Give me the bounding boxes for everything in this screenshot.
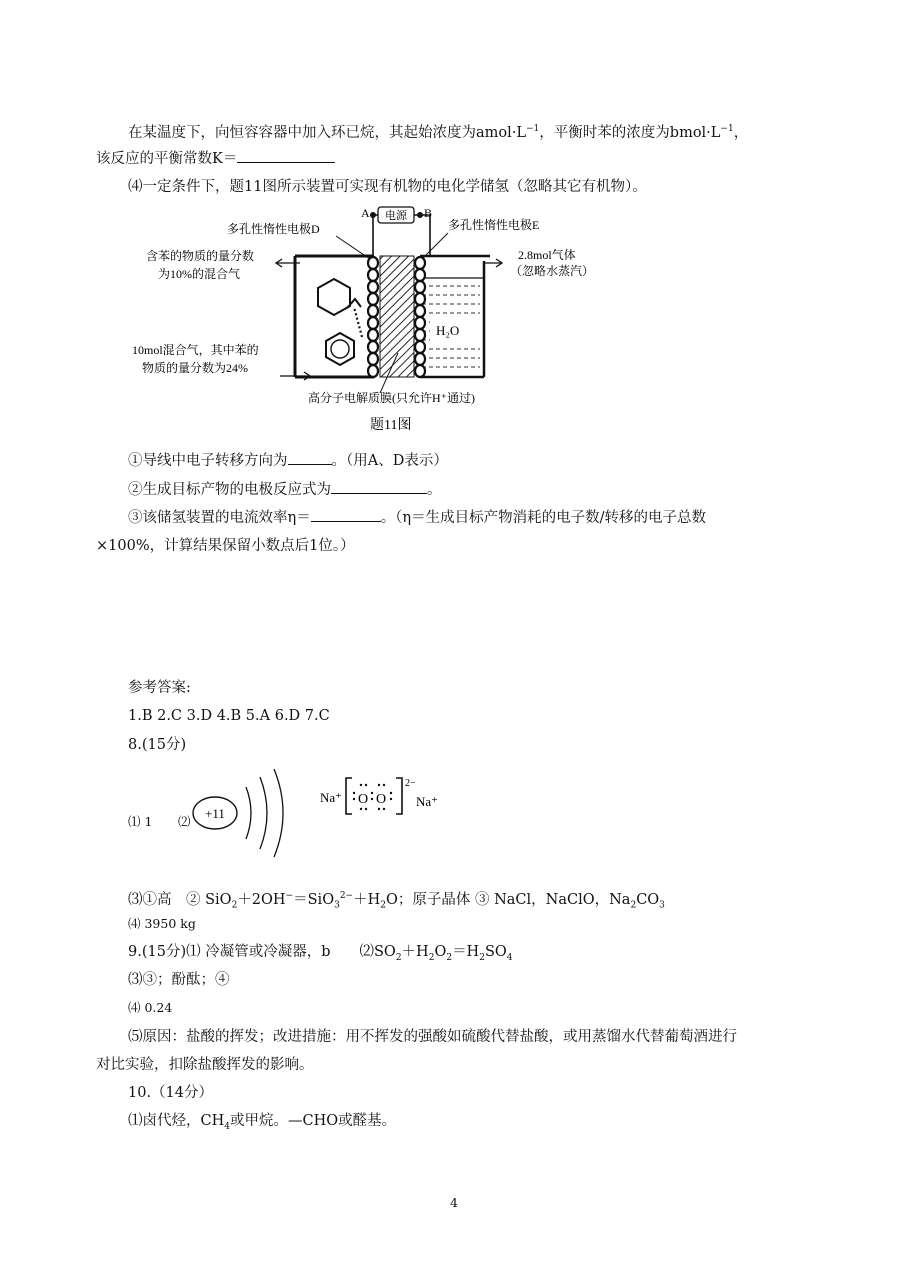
outlet-gas-label-2: 为10%的混合气 xyxy=(158,267,240,281)
outlet-gas-label-1: 含苯的物质的量分数 xyxy=(146,249,255,263)
outlet-right-label-2: （忽略水蒸汽） xyxy=(510,264,595,278)
answer-10-1: ⑴卤代烃，$CH_4$或甲烷。—CHO或醛基。 xyxy=(128,1113,397,1132)
terminal-b-label: B xyxy=(424,206,433,220)
benzene-icon xyxy=(326,333,354,365)
oxygen-1: O xyxy=(358,792,369,807)
nucleus-label: +11 xyxy=(205,806,225,821)
outlet-right-label-1: 2.8mol气体 xyxy=(518,248,576,262)
answer-blank-2[interactable] xyxy=(331,479,427,494)
answers-multiple-choice: 1.B 2.C 3.D 4.B 5.A 6.D 7.C xyxy=(128,708,330,724)
membrane-label: 高分子电解质膜(只允许H⁺通过) xyxy=(308,391,475,405)
answer-blank-3[interactable] xyxy=(311,507,381,522)
subquestion-2: ②生成目标产物的电极反应式为 。 xyxy=(128,479,442,500)
answer-blank-k[interactable] xyxy=(237,148,335,163)
sodium-peroxide-formula xyxy=(316,772,456,822)
subquestion-3-continued: ×100%，计算结果保留小数点后1位。） xyxy=(96,538,355,554)
electrochemical-cell-diagram xyxy=(130,203,630,435)
page-number: 4 xyxy=(450,1195,458,1210)
subquestion-3: ③该储氢装置的电流效率η＝ 。（η＝生成目标产物消耗的电子数/转移的电子总数 xyxy=(128,507,706,528)
figure-caption: 题11图 xyxy=(370,418,412,433)
oxygen-2: O xyxy=(376,792,387,807)
question-line-1: 在某温度下，向恒容容器中加入环已烷，其起始浓度为$amol\cdot L^{-1}$，平衡时苯的浓度为$bmol\cdot L^{-1}$， xyxy=(128,124,749,141)
answer-10-title: 10.（14分） xyxy=(128,1085,214,1101)
cyclohexane-icon xyxy=(318,279,350,315)
answer-9-4: ⑷ 0.24 xyxy=(128,1000,173,1015)
answer-8-title: 8.(15分) xyxy=(128,737,187,753)
na-ion-right: Na⁺ xyxy=(416,794,439,809)
answer-9-3: ⑶③；酚酞；④ xyxy=(128,972,230,988)
inlet-gas-label-1: 10mol混合气，其中苯的 xyxy=(132,343,259,357)
answers-heading: 参考答案: xyxy=(128,680,191,696)
power-label: 电源 xyxy=(385,210,407,222)
na-ion-left: Na⁺ xyxy=(320,790,343,805)
inlet-gas-label-2: 物质的量分数为24% xyxy=(142,361,248,375)
electrode-d-label: 多孔性惰性电极D xyxy=(227,222,320,236)
answer-9-5: ⑸原因：盐酸的挥发；改进措施：用不挥发的强酸如硫酸代替盐酸，或用蒸馏水代替葡萄酒进行 xyxy=(128,1029,737,1045)
question-part-4: ⑷一定条件下，题11图所示装置可实现有机物的电化学储氢（忽略其它有机物）。 xyxy=(128,179,647,195)
answer-9-line-1: 9.(15分)⑴ 冷凝管或冷凝器，b $⑵SO_2+H_2O_2=H_2SO_4$ xyxy=(128,944,513,963)
answer-8-2: ⑵ xyxy=(178,814,191,829)
charge-label: 2− xyxy=(405,778,416,789)
subquestion-1: ①导线中电子转移方向为 。（用A、D表示） xyxy=(128,450,448,471)
sodium-atom-structure xyxy=(190,765,300,860)
answer-8-4: ⑷ 3950 kg xyxy=(128,916,196,931)
answer-8-1: ⑴ 1 xyxy=(128,814,153,829)
answer-blank-1[interactable] xyxy=(288,450,332,465)
water-label: H₂O xyxy=(436,323,460,338)
answer-8-3: ⑶①高 ② $SiO_2+2OH^-=SiO_3^{2-}+H_2O$；原子晶体 ③ NaCl，NaClO，$Na_2CO_3$ xyxy=(128,891,665,911)
answer-9-5-continued: 对比实验，扣除盐酸挥发的影响。 xyxy=(96,1057,314,1073)
question-line-2: 该反应的平衡常数K＝ xyxy=(96,148,335,169)
terminal-a-label: A xyxy=(361,206,370,220)
electrode-e-label: 多孔性惰性电极E xyxy=(448,218,540,232)
